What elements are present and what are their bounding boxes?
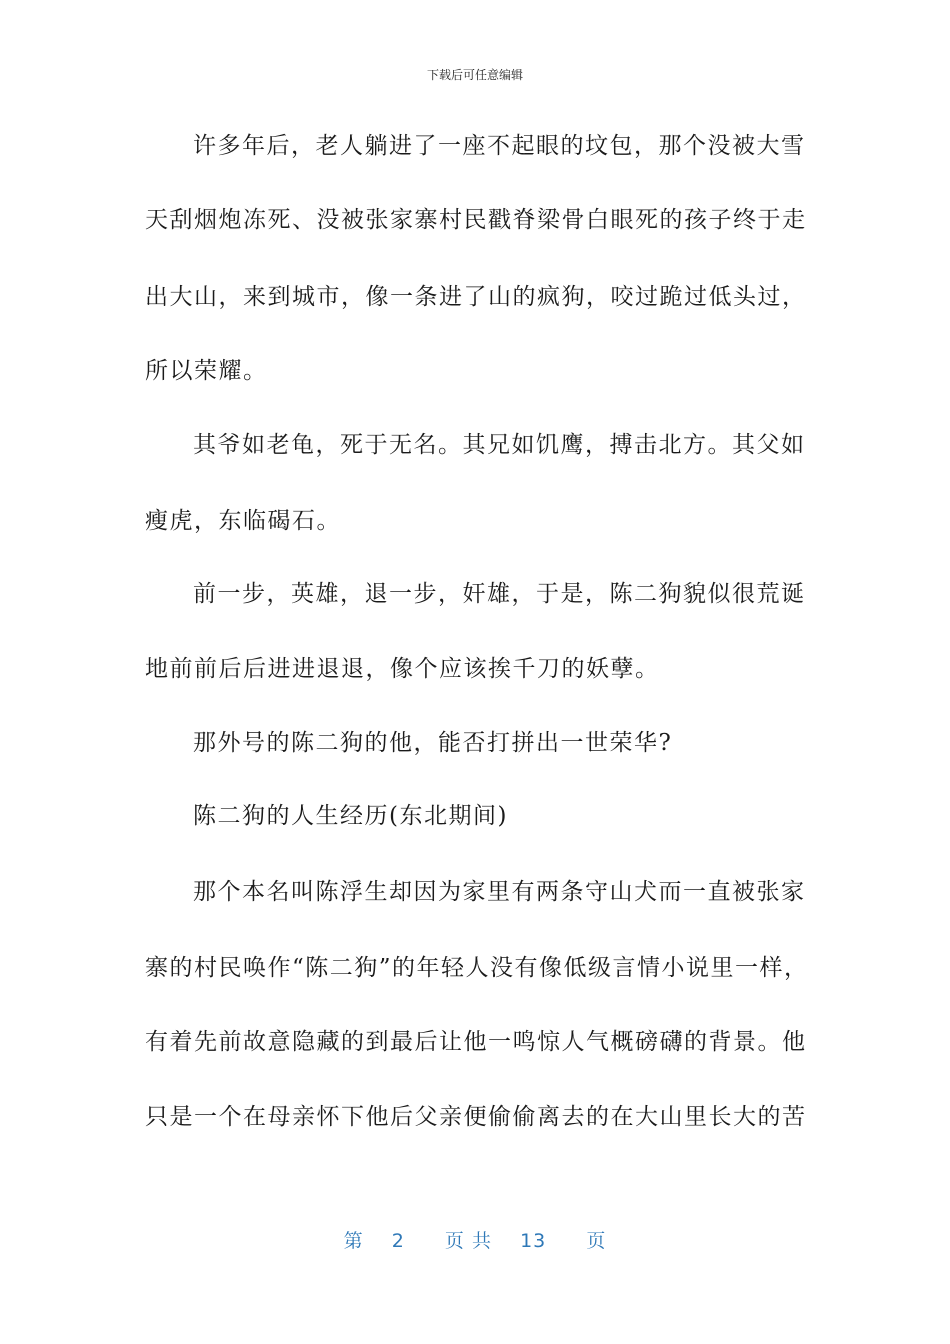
footer-prefix: 第 <box>343 1230 364 1252</box>
paragraph-line: 出大山，来到城市，像一条进了山的疯狗，咬过跪过低头过， <box>145 284 807 310</box>
paragraph-line: 前一步，英雄，退一步，奸雄，于是，陈二狗貌似很荒诞 <box>193 581 806 607</box>
footer-current-page: 2 <box>391 1230 405 1252</box>
footer-middle: 页 共 <box>444 1230 492 1252</box>
page-footer <box>0 1226 950 1253</box>
paragraph-line: 那外号的陈二狗的他，能否打拼出一世荣华? <box>193 730 673 756</box>
page-header-note: 下载后可任意编辑 <box>426 68 523 82</box>
paragraph-line: 瘦虎，东临碣石。 <box>145 508 341 534</box>
paragraph-line: 那个本名叫陈浮生却因为家里有两条守山犬而一直被张家 <box>193 879 806 905</box>
footer-total-pages: 13 <box>520 1230 547 1252</box>
paragraph-line: 有着先前故意隐藏的到最后让他一鸣惊人气概磅礴的背景。他 <box>145 1029 807 1055</box>
paragraph-line: 所以荣耀。 <box>145 358 268 384</box>
section-heading: 陈二狗的人生经历(东北期间) <box>193 803 508 829</box>
paragraph-line: 天刮烟炮冻死、没被张家寨村民戳脊梁骨白眼死的孩子终于走 <box>145 207 807 233</box>
paragraph-line: 地前前后后进进退退，像个应该挨千刀的妖孽。 <box>145 656 660 682</box>
paragraph-line: 其爷如老龟，死于无名。其兄如饥鹰，搏击北方。其父如 <box>193 432 806 458</box>
footer-suffix: 页 <box>586 1230 607 1252</box>
paragraph-line: 只是一个在母亲怀下他后父亲便偷偷离去的在大山里长大的苦 <box>145 1104 807 1130</box>
paragraph-line: 许多年后，老人躺进了一座不起眼的坟包，那个没被大雪 <box>193 133 806 159</box>
paragraph-line: 寨的村民唤作“陈二狗”的年轻人没有像低级言情小说里一样， <box>145 955 809 981</box>
